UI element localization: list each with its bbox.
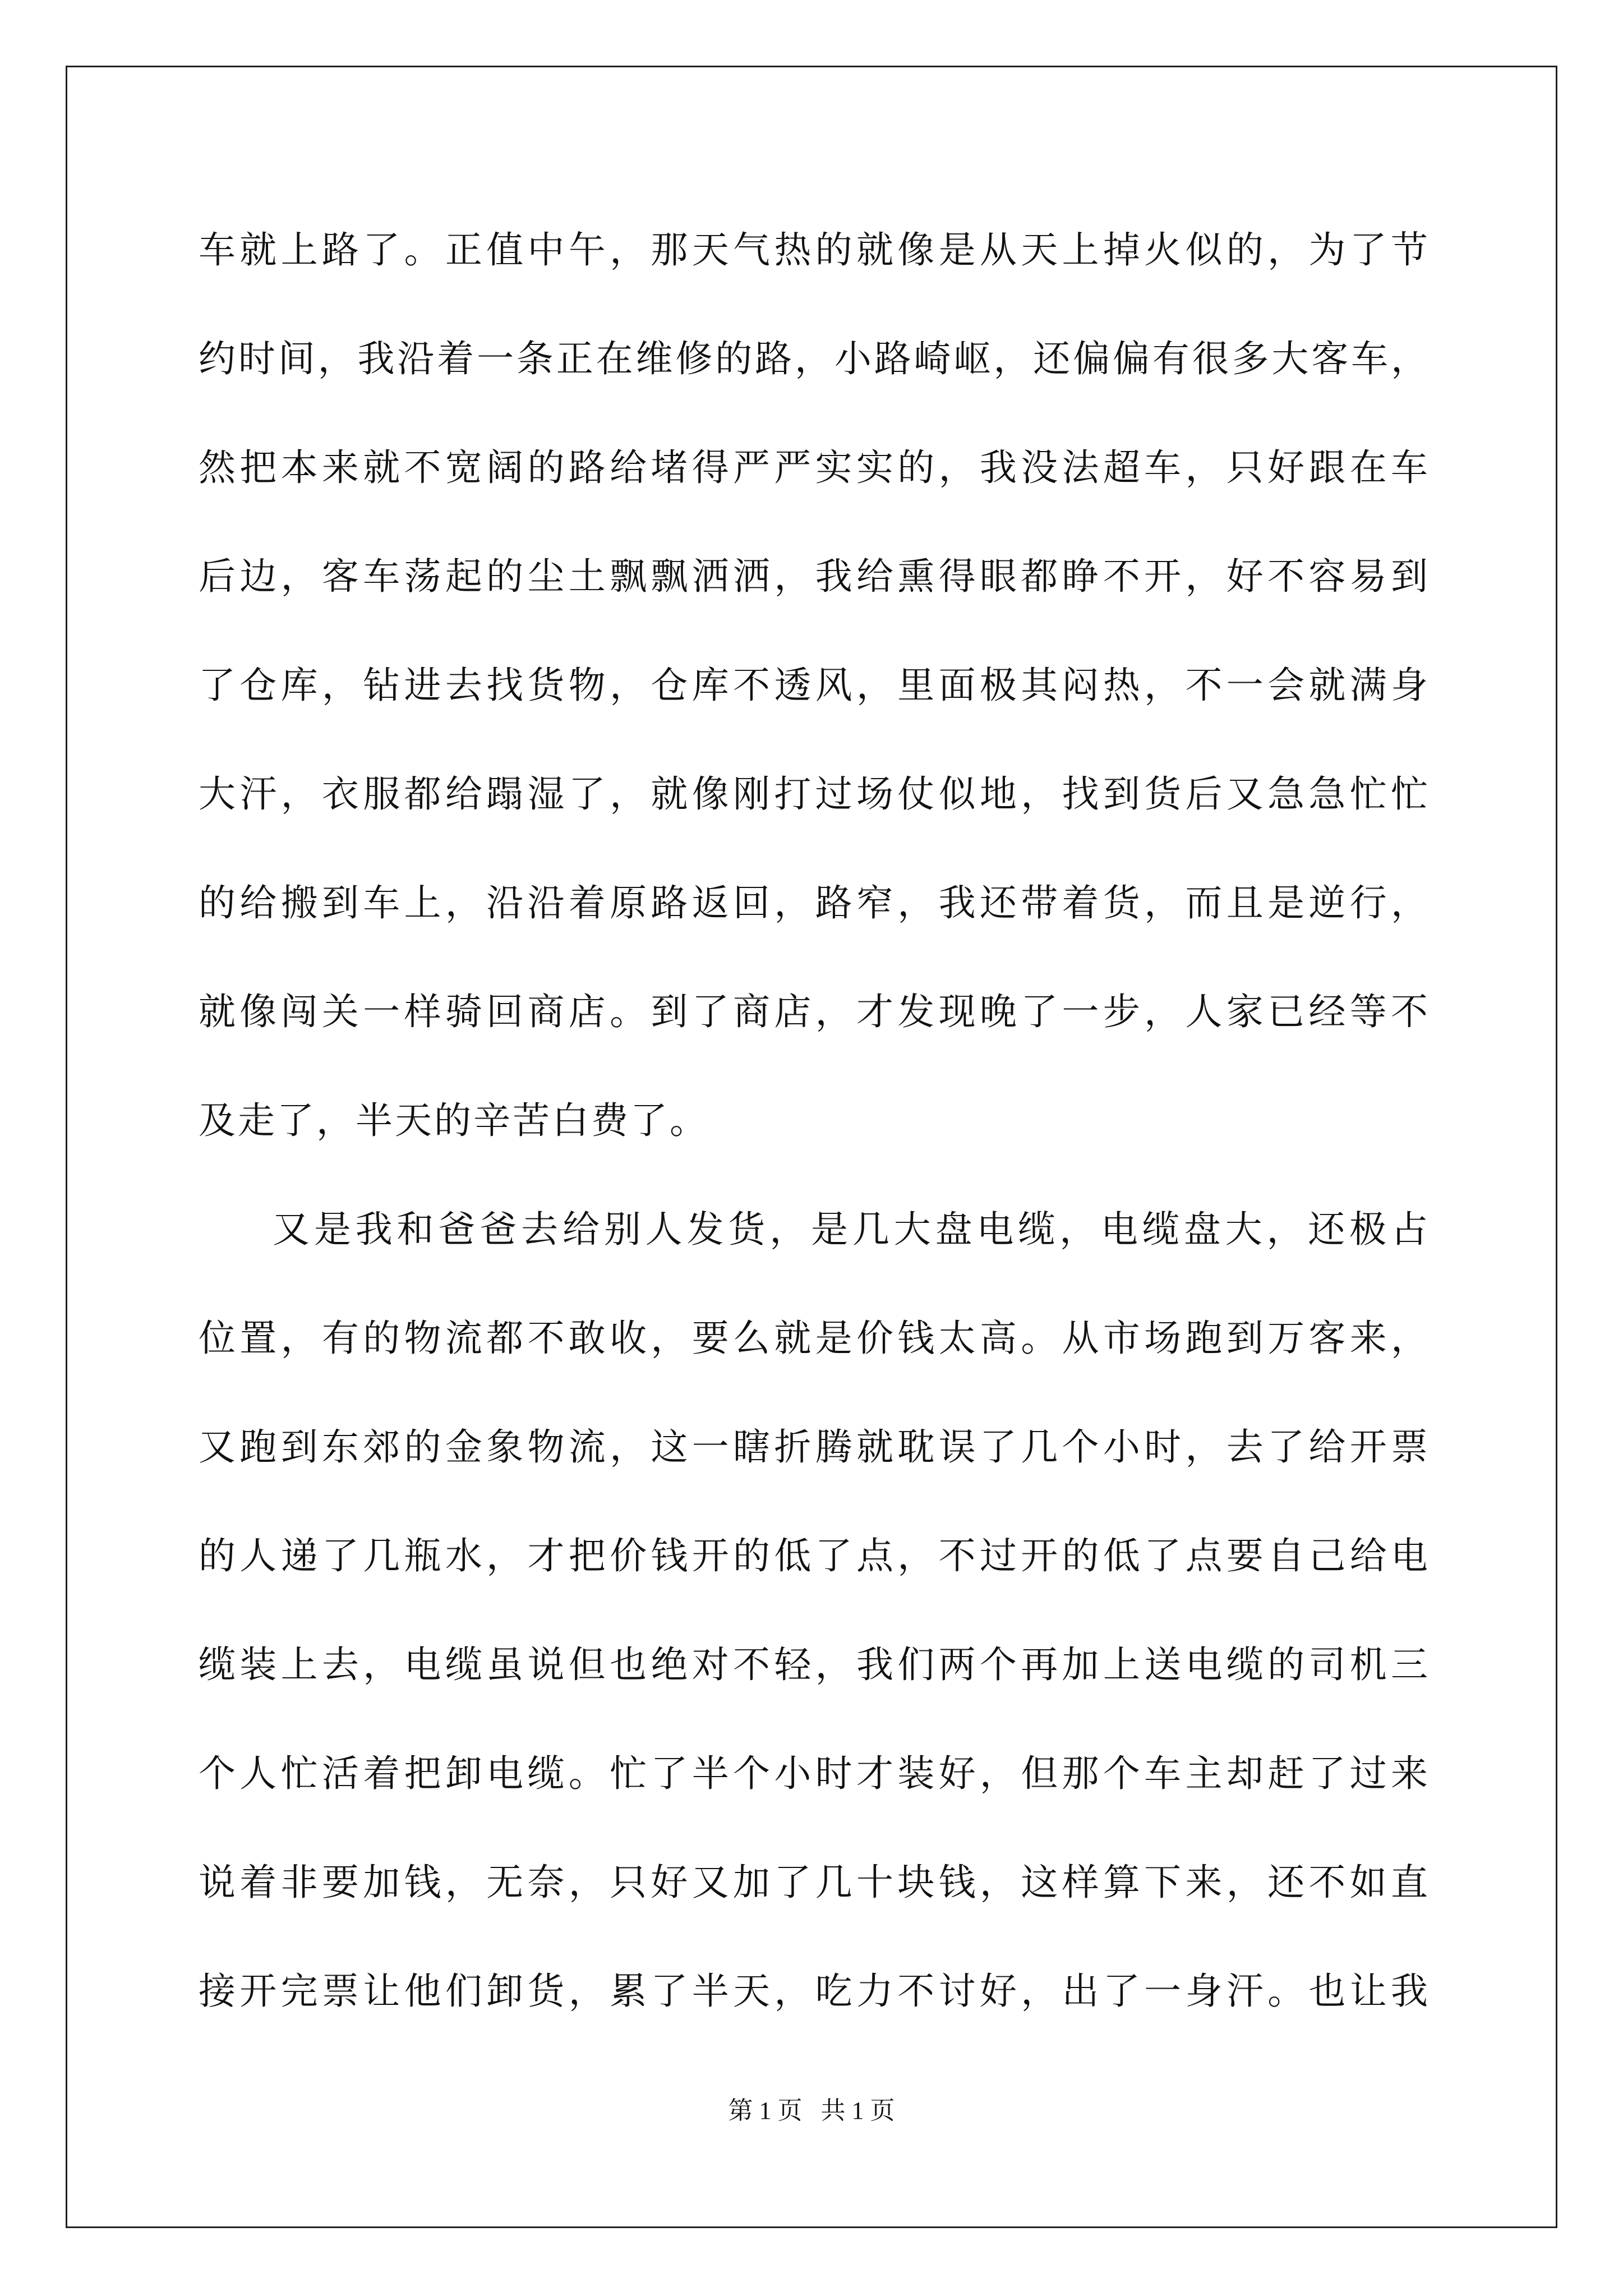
text-line: 的人递了几瓶水，才把价钱开的低了点，不过开的低了点要自己给电 [199,1534,1430,1577]
text-line: 接开完票让他们卸货，累了半天，吃力不讨好，出了一身汗。也让我 [199,1970,1430,2013]
text-line: 缆装上去，电缆虽说但也绝对不轻，我们两个再加上送电缆的司机三 [199,1643,1430,1686]
text-line: 位置，有的物流都不敢收，要么就是价钱太高。从市场跑到万客来， [199,1317,1430,1360]
text-line: 然把本来就不宽阔的路给堵得严严实实的，我没法超车，只好跟在车 [199,446,1430,489]
text-line: 个人忙活着把卸电缆。忙了半个小时才装好，但那个车主却赶了过来 [199,1752,1430,1795]
text-line: 约时间，我沿着一条正在维修的路，小路崎岖，还偏偏有很多大客车， [199,337,1430,380]
document-body [199,213,1430,2063]
text-line-last: 及走了，半天的辛苦白费了。 [199,1099,709,1142]
text-line: 又跑到东郊的金象物流，这一瞎折腾就耽误了几个小时，去了给开票 [199,1425,1430,1469]
text-line: 了仓库，钻进去找货物，仓库不透风，里面极其闷热，不一会就满身 [199,664,1430,707]
text-line: 就像闯关一样骑回商店。到了商店，才发现晚了一步，人家已经等不 [199,990,1430,1033]
text-line: 大汗，衣服都给蹋湿了，就像刚打过场仗似地，找到货后又急急忙忙 [199,772,1430,816]
text-line: 说着非要加钱，无奈，只好又加了几十块钱，这样算下来，还不如直 [199,1861,1430,1904]
text-line: 的给搬到车上，沿沿着原路返回，路窄，我还带着货，而且是逆行， [199,881,1430,924]
text-line-indented: 又是我和爸爸去给别人发货，是几大盘电缆，电缆盘大，还极占 [273,1208,1430,1251]
page-footer: 第 1 页 共 1 页 [728,2097,895,2124]
text-line: 车就上路了。正值中午，那天气热的就像是从天上掉火似的，为了节 [199,228,1430,272]
text-line: 后边，客车荡起的尘土飘飘洒洒，我给熏得眼都睁不开，好不容易到 [199,555,1430,598]
